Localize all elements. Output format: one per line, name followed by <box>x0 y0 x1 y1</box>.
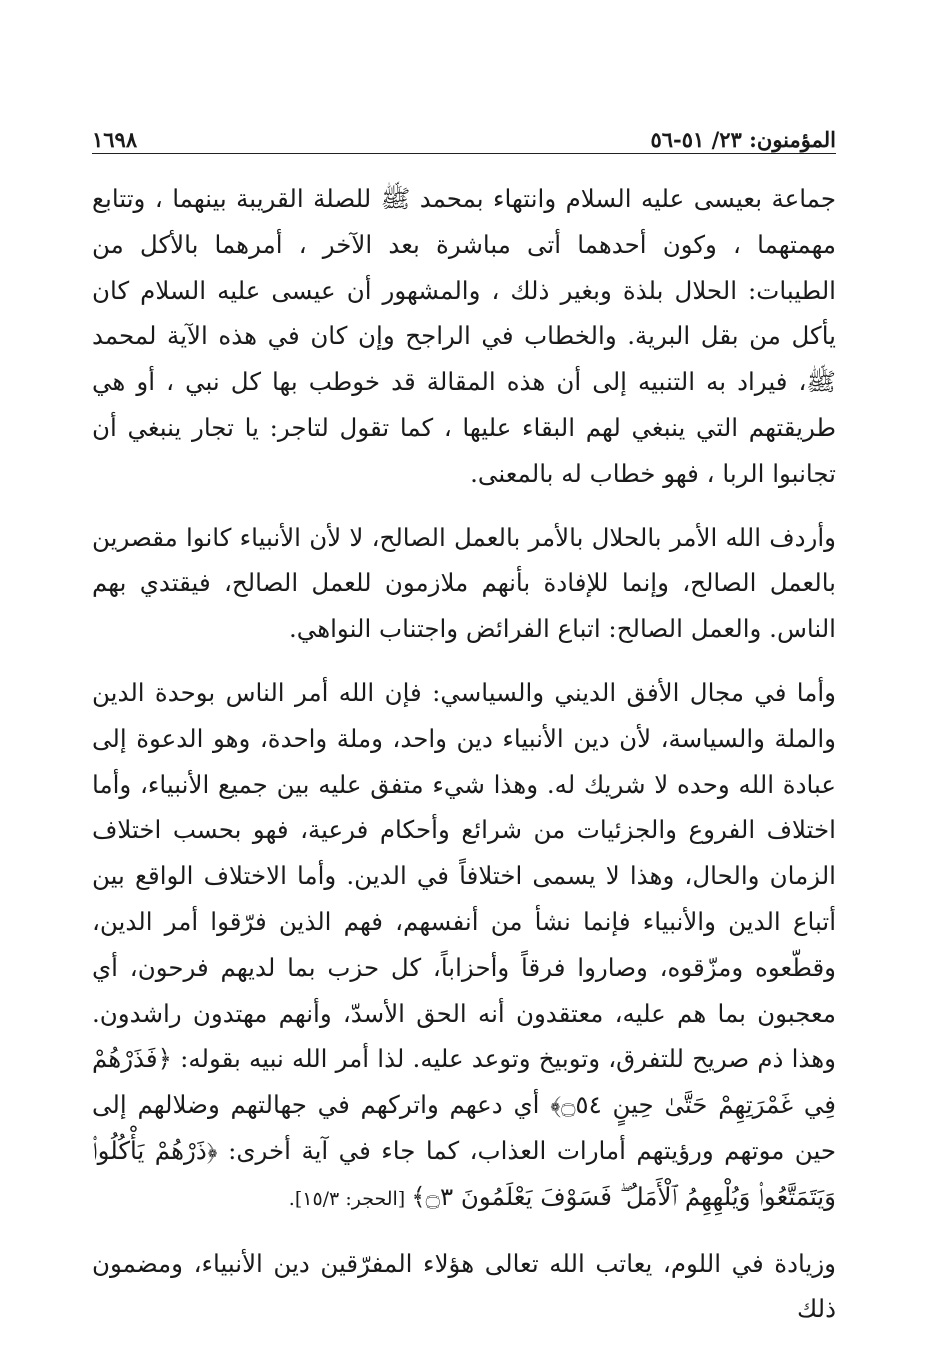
verse-1-commentary: أي دعهم واتركهم في جهالتهم وضلالهم إلى حين موتهم ورؤيتهم أمارات العذاب، كما جاء في آية أخرى: <box>92 1090 836 1165</box>
quran-verse-2: ﴿ذَرْهُمْ يَأْكُلُوا۟ وَيَتَمَتَّعُوا۟ وَيُلْهِهِمُ ٱلْأَمَلُ ۖ فَسَوْفَ يَعْلَمُونَ ۝٣﴾ <box>92 1135 836 1211</box>
paragraph-4: وزيادة في اللوم، يعاتب الله تعالى هؤلاء المفرّقين دين الأنبياء، ومضمون ذلك <box>92 1248 836 1324</box>
quran-verse-1: ﴿فَذَرْهُمْ فِي غَمْرَتِهِمْ حَتَّىٰ حِينٍ ۝٥٤﴾ <box>92 1044 836 1120</box>
page-number: ١٦٩٨ <box>92 127 138 152</box>
verse-2-citation: [الحجر: ١٥/٣]. <box>288 1187 412 1210</box>
header-divider <box>92 153 836 154</box>
page-header <box>92 112 836 152</box>
surah-reference: المؤمنون: ٢٣/ ٥١-٥٦ <box>650 127 836 152</box>
paragraph-3 <box>92 670 836 1223</box>
paragraph-2: وأردف الله الأمر بالحلال بالأمر بالعمل الصالح، لا لأن الأنبياء كانوا مقصرين بالعمل الصالح، وإنما للإفادة بأنهم ملازمون للعمل الصالح، فيقتدي بهم الناس. والعمل الصالح: اتباع الفرائض واجتناب النواهي. <box>92 522 836 644</box>
paragraph-1: جماعة بعيسى عليه السلام وانتهاء بمحمد ﷺ للصلة القريبة بينهما ، وتتابع مهمتهما ، وكون أحدهما أتى مباشرة بعد الآخر ، أمرهما بالأكل من الطيبات: الحلال بلذة وبغير ذلك ، والمشهور أن عيسى عليه السلام كان يأكل من بقل البرية. والخطاب في الراجح وإن كان في هذه الآية لمحمد ﷺ، فيراد به التنبيه إلى أن هذه المقالة قد خوطب بها كل نبي ، أو هي طريقتهم التي ينبغي لهم البقاء عليها ، كما تقول لتاجر: يا تجار ينبغي أن تجانبوا الربا ، فهو خطاب له بالمعنى. <box>92 184 836 488</box>
paragraph-3-text: وأما في مجال الأفق الديني والسياسي: فإن الله أمر الناس بوحدة الدين والملة والسياسة، لأن دين الأنبياء دين واحد، وملة واحدة، وهو الدعوة إلى عبادة الله وحده لا شريك له. وهذا شيء متفق عليه بين جميع الأنبياء، وأما اختلاف الفروع والجزئيات من شرائع وأحكام فرعية، فهو بحسب اختلاف الزمان والحال، وهذا لا يسمى اختلافاً في الدين. وأما الاختلاف الواقع بين أتباع الدين والأنبياء فإنما نشأ من أنفسهم، فهم الذين فرّقوا أمر الدين، وقطّعوه ومزّقوه، وصاروا فرقاً وأحزاباً، كل حزب بما لديهم فرحون، أي معجبون بما هم عليه، معتقدون أنه الحق الأسدّ، وأنهم مهتدون راشدون. وهذا ذم صريح للتفرق، وتوبيخ وتوعد عليه. لذا أمر الله نبيه بقوله: <box>92 677 836 1074</box>
book-page <box>92 0 836 1369</box>
page-body <box>92 176 836 1332</box>
